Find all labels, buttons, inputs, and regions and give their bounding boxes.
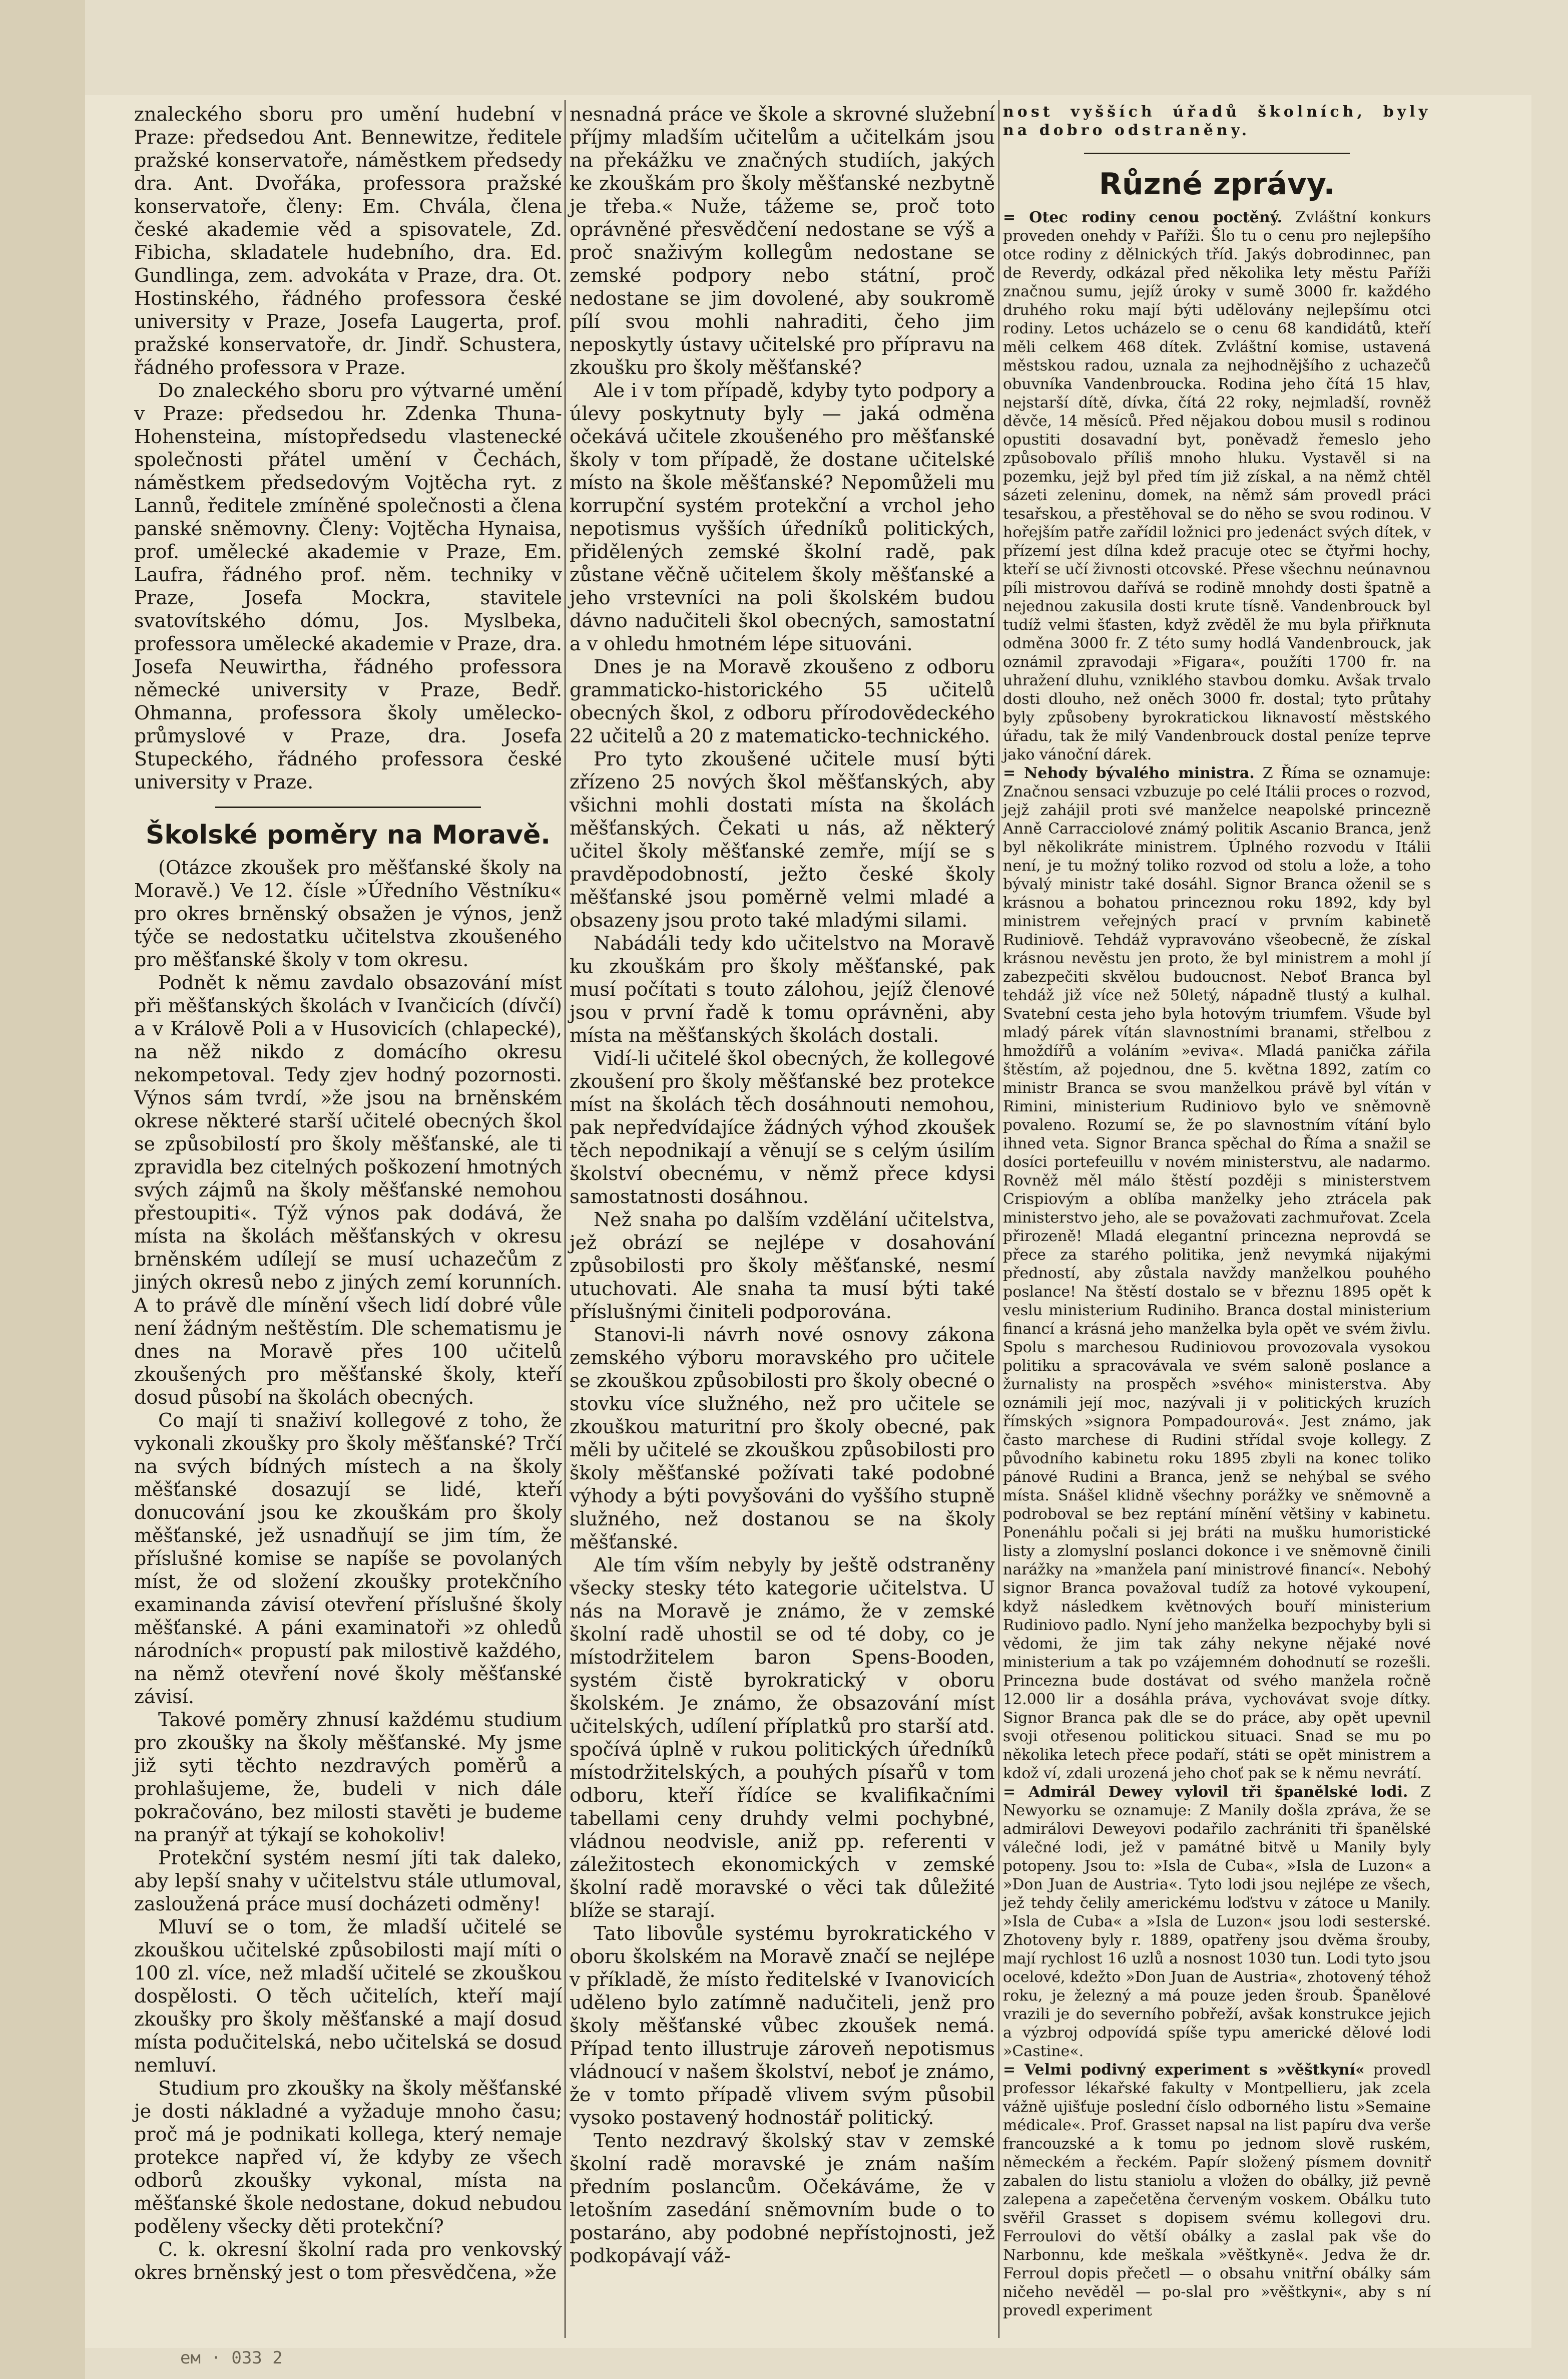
school-article-continuation: nesnadná práce ve škole a skrovné služební příjmy mladším učitelům a učitelkám jsou na překážku ve značných studiích, jakých ke zkouškám pro školy měšťanské nezbytně je třeba.« Nuže, tážeme se, proč toto oprávněné přesvědčení nedostane se výš a proč snaživým kollegům nedostane se zemské podpory nebo státní, proč nedostane se jim dovolené, aby soukromě pílí svou mohli nahraditi, čeho jim neposkytly ústavy učitelské pro přípravu na zkoušku pro školy měšťanské? (570, 103, 995, 378)
school-article-paragraph: Co mají ti snaživí kollegové z toho, že vykonali zkoušky pro školy měšťanské? Trčí na svých bídných místech a na školy měšťanské dosazují se lidé, kteří donucování jsou ke zkouškám pro školy měšťanské, jež usnadňují se jim tím, že příslušné komise se napíše se povolaných míst, že od složení zkoušky protekčního examinanda závisí otevření příslušné školy měšťanské. A páni examinatoři »z ohledů národních« propustí pak milostivě každého, na němž otevření nové školy měšťanské závisí. (134, 1409, 562, 1708)
art-jury-visual-arts: Do znaleckého sboru pro výtvarné umění v Praze: předsedou hr. Zdenka Thuna-Hohensteina, místopředsedu vlastenecké společnosti přátel umění v Čechách, náměstkem předsedovým Vojtěcha ryt. z Lannů, ředitele zmíněné společnosti a člena panské sněmovny. Členy: Vojtěcha Hynaisa, prof. umělecké akademie v Praze, Em. Laufra, řádného prof. něm. techniky v Praze, Josefa Mockra, stavitele svatovítského dómu, Jos. Myslbeka, professora umělecké akademie v Praze, dra. Josefa Neuwirtha, řádného professora německé university v Praze, Bedř. Ohmanna, professora školy umělecko-průmyslové v Praze, dra. Josefa Stupeckého, řádného professora české university v Praze. (134, 379, 562, 793)
school-article-paragraph: Studium pro zkoušky na školy měšťanské je dosti nákladné a vyžaduje mnoho času; proč má je podnikati kollega, který nemaje protekce napřed ví, že kdyby ze všech odborů zkoušky vykonal, místa na měšťanské škole nedostane, dokud nebudou poděleny všecky děti protekční? (134, 2077, 562, 2237)
column-3 (1003, 103, 1431, 2320)
school-article-paragraph: Takové poměry zhnusí každému studium pro zkoušky na školy měšťanské. My jsme již syti těchto nezdravých poměrů a prohlašujeme, že, budeli v nich dále pokračováno, bez milosti stavěti je budeme na pranýř at týkají se kohokoliv! (134, 1709, 562, 1846)
news-item-body: Z Newyorku se oznamuje: Z Manily došla zpráva, že se admirálovi Deweyovi podařilo zachrániti tři španělské válečné lodi, jež v památné bitvě u Manily byly potopeny. Jsou to: »Isla de Cuba«, »Isla de Luzon« a »Don Juan de Austria«. Tyto lodi jsou nejlépe ze všech, jež tehdy čelily americkému loďstvu v zátoce u Manily. »Isla de Cuba« a »Isla de Luzon« jsou lodi sesterské. Zhotoveny byly r. 1889, opatřeny jsou dvěma šrouby, mají rychlost 16 uzlů a nosnost 1030 tun. Lodi tyto jsou ocelové, kdežto »Don Juan de Austria«, zhotovený téhož roku, je železný a má pouze jeden šroub. Španělové vrazili je do severního pobřeží, avšak konstrukce jejich a výzbroj odpovídá spíše typu americké dělové lodi »Castine«. (1003, 1783, 1431, 2060)
school-article-paragraph: Dnes je na Moravě zkoušeno z odboru grammaticko-historického 55 učitelů obecných škol, z odboru přírodovědeckého 22 učitelů a 20 z matematicko-technického. (570, 656, 995, 747)
news-item-title: = Velmi podivný experiment s »věštkyní« (1003, 2061, 1365, 2079)
school-article-paragraph: Než snaha po dalším vzdělání učitelstva, jež obrází se nejlépe v dosahování způsobilosti pro školy měšťanské, nesmí utuchovati. Ale snaha ta musí býti také příslušnými činiteli podporována. (570, 1209, 995, 1323)
school-article-ending: nost vyšších úřadů školních, byly na dobro odstraněny. (1003, 103, 1431, 139)
section-heading-news: Různé zprávy. (1099, 167, 1335, 202)
school-article-paragraph: Tento nezdravý školský stav v zemské školní radě moravské je znám naším předním poslancům. Očekáváme, že v letošním zasedání sněmovním bude o to postaráno, aby podobné nepřístojnosti, jež podkopávají váž- (570, 2130, 995, 2267)
column-2 (570, 103, 995, 2267)
news-item-body: provedl professor lékařské fakulty v Montpellieru, jak zcela vážně ujišťuje poslední číslo odborného listu »Semaine médicale«. Prof. Grasset napsal na list papíru dva verše francouzské a k tomu po jednom slově ruském, německém a řeckém. Papír složený písmem dovnitř zabalen do listu staniolu a vložen do obálky, již pevně zalepena a zapečetěna červeným voskem. Obálku tuto svěřil Grasset s dopisem svému kollegovi dru. Ferroulovi do větší obálky a zaslal pak vše do Narbonnu, kde meškala »věštkyně«. Jedva že dr. Ferroul dopis přečetl — o obsahu vnitřní obálky sám ničeho nevěděl — po-slal pro »věštkyni«, aby s ní provedl experiment (1003, 2061, 1431, 2319)
page-edge (0, 0, 85, 2379)
news-item-title: = Admirál Dewey vylovil tři španělské lodi. (1003, 1783, 1408, 1801)
school-article-paragraph: Protekční systém nesmí jíti tak daleko, aby lepší snahy v učitelstvu stále utlumoval, zasloužená práce musí docházeti odměny! (134, 1847, 562, 1915)
school-article-paragraph: Vidí-li učitelé škol obecných, že kollegové zkoušení pro školy měšťanské bez protekce míst na školách těch dosáhnouti nemohou, pak nepředvídajíce žádných výhod zkoušek těch nepodnikají a věnují se s celým úsilím školství obecnému, v němž přece kdysi samostatnosti dosáhnou. (570, 1047, 995, 1208)
school-article-intro: (Otázce zkoušek pro měšťanské školy na Moravě.) Ve 12. čísle »Úředního Věstníku« pro okres brněnský obsažen je výnos, jenž týče se nedostatku učitelstva zkoušeného pro měšťanské školy v tom okresu. (134, 857, 562, 971)
article-separator (215, 807, 480, 808)
school-article-paragraph: Ale tím vším nebyly by ještě odstraněny všecky stesky této kategorie učitelstva. U nás na Moravě je známo, že v zemské školní radě uhostil se od té doby, co je místodržitelem baron Spens-Booden, systém čistě byrokratický v oboru školském. Je známo, že obsazování míst učitelských, udílení příplatků pro starší atd. spočívá úplně v rukou politických úředníků místodržitelských, a pouhých písařů v tom odboru, kteří řídíce se kvalifikačními tabellami ceny druhdy velmi pochybné, vládnou neodvisle, aniž pp. referenti v záležitostech ekonomických v zemské školní radě moravské o věci tak důležité blíže se starají. (570, 1554, 995, 1921)
column-rule-right (998, 100, 999, 2338)
school-article-paragraph: Podnět k němu zavdalo obsazování míst při měšťanských školách v Ivančicích (dívčí) a v Králově Poli a v Husovicích (chlapecké), na něž nikdo z domácího okresu nekompetoval. Tedy zjev hodný pozornosti. Výnos sám tvrdí, »že jsou na brněnském okrese některé starší učitelé obecných škol se způsobilostí pro školy měšťanské, ale ti zpravidla bez citelných poškození hmotných svých zájmů na školy měšťanské nemohou přestoupiti«. Týž výnos pak dodává, že místa na školách měšťanských v okresu brněnském udílejí se musí uchazečům z jiných okresů nebo z jiných zemí korunních. A to právě dle mínění všech lidí dobré vůle není žádným neštěstím. Dle schematismu je dnes na Moravě přes 100 učitelů zkoušených pro měšťanské školy, kteří dosud působí na školách obecných. (134, 972, 562, 1408)
column-rule-left (565, 100, 566, 2338)
art-jury-continuation: znaleckého sboru pro umění hudební v Praze: předsedou Ant. Bennewitze, ředitele pražské konservatoře, náměstkem předsedy dra. Ant. Dvořáka, professora pražské konservatoře, členy: Em. Chvála, člena české akademie věd a spisovatele, Zd. Fibicha, skladatele hudebního, dra. Ed. Gundlinga, zem. advokáta v Praze, dra. Ot. Hostinského, řádného professora české university v Praze, Josefa Laugerta, prof. pražské konservatoře, dr. Jindř. Schustera, řádného professora v Praze. (134, 103, 562, 378)
page-footer-mark: ем · 033 2 (180, 2348, 283, 2368)
article-separator (1084, 153, 1349, 154)
news-item-title: = Nehody bývalého ministra. (1003, 764, 1255, 782)
school-article-paragraph: Ale i v tom případě, kdyby tyto podpory a úlevy poskytnuty byly — jaká odměna očekává učitele zkoušeného pro měšťanské školy v tom případě, že dostane učitelské místo na škole měšťanské? Nepomůželi mu korrupční systém protekční a vrchol jeho nepotismus vyšších úředníků politických, přidělených zemské školní radě, pak zůstane věčně učitelem školy měšťanské a jeho vrstevníci na poli školském budou dávno nadučiteli škol obecných, samostatní a v ohledu hmotném lépe situováni. (570, 379, 995, 655)
news-item-body: Z Říma se oznamuje: Značnou sensaci vzbuzuje po celé Itálii proces o rozvod, jejž zahájil proti své manželce neapolské princezně Anně Carracciolové známý politik Ascanio Branca, jenž byl několikráte ministrem. Úplného rozvodu v Itálii není, je tu možný toliko rozvod od stolu a lože, a toho bývalý ministr také dosáhl. Signor Branca oženil se s krásnou a bohatou princeznou roku 1892, kdy byl ministrem veřejných prací v prvním kabinetě Rudiniově. Tehdáž vypravováno všeobecně, že získal krásnou nevěstu jen proto, že byl ministrem a mohl jí zabezpečiti skvělou budoucnost. Neboť Branca byl tehdáž již více než 50letý, nápadně tlustý a kulhal. Svatební cesta jeho byla hotovým triumfem. Všude byl mladý párek vítán slavnostními branami, střelbou z hmoždířů a voláním »eviva«. Mladá panička zářila štěstím, až pojednou, dne 5. května 1892, zatím co ministr Branca se svou manželkou právě byl vítán v Rimini, ministerium Rudiniovo bylo ve sněmovně povaleno. Rozumí se, že po slavnostním vítání bylo ihned veta. Signor Branca spěchal do Říma a snažil se dosíci portefeuillu v novém ministerstvu, ale nadarmo. Rovněž měl málo štěstí později s ministerstvem Crispiovým a oblíba manželky jeho ztrácela pak ministerstvo jeho, ale se považovati zachmuřovat. Zcela přirozeně! Mladá elegantní princezna neprovdá se přece za starého politika, jenž nevymká nijakými předností, aby zůstala navždy manželkou pouhého poslance! Na štěstí dostalo se v březnu 1895 opět k veslu ministerium Rudiniho. Branca dostal ministerium financí a krásná jeho manželka byla opět ve svém živlu. Spolu s marchesou Rudiniovou provozovala vysokou politiku a spracovávala ve svém saloně poslance a žurnalisty na prospěch »svého« ministerstva. Aby oznámili její moc, nazývali ji v politických kruzích římských »signora Pompadourová«. Jest známo, jak často marchese di Rudini střídal svoje kollegy. Z původního kabinetu roku 1895 zbyli na konec toliko pánové Rudini a Branca, jenž se nehýbal se svého místa. Snášel klidně všechny porážky ve sněmovně a podroboval se bez reptání mínění většiny v kabinetu. Ponenáhlu počali si jej bráti na mušku humoristické listy a zlomyslní poslanci dokonce i ve sněmovně činili narážky na »manžela paní ministrové financí«. Nebohý signor Branca považoval tudíž za hotové vykoupení, když následkem květnových bouří ministerium Rudiniovo padlo. Nyní jeho manželka bezpochyby byli si vědomi, že jim tak záhy nekyne nějaké nové ministerium a tak po vzájemném dohodnutí se rozešli. Princezna bude dostávat od svého manžela ročně 12.000 lir a dosáhla práva, vychovávat svoje dítky. Signor Branca pak dle se do práce, aby opět upevnil svoji otřesenou politickou situaci. Snad se mu po několika letech přece podaří, státi se opět ministrem a kdož ví, zdali urozená jeho choť pak se k němu nevrátí. (1003, 764, 1431, 1782)
news-item-body: Zvláštní konkurs proveden onehdy v Paříži. Šlo tu o cenu pro nejlepšího otce rodiny z dělnických tříd. Jakýs dobrodinnec, pan de Reverdy, odkázal před několika lety městu Paříži značnou sumu, jejíž úroky v sumě 3000 fr. každého druhého roku mají býti udělovány nejlepšímu otci rodiny. Letos ucházelo se o cenu 68 kandidátů, kteří měli celkem 468 dítek. Zvláštní komise, ustavená městskou radou, uznala za nejhodnějšího z uchazečů obuvníka Vandenbroucka. Rodina jeho čítá 15 hlav, nejstarší dítě, dívka, čítá 22 roky, nejmladší, rovněž děvče, 14 měsíců. Před nějakou dobou musil s rodinou opustiti dosavadní byt, poněvadž řemeslo jeho způsobovalo příliš mnoho hluku. Vystavěl si na pozemku, jejž byl před tím již získal, a na němž chtěl sázeti zeleninu, domek, na němž sám provedl práci tesařskou, a přestěhoval se do něho se svou rodinou. V hořejším patře zařídil ložnici pro jedenáct svých dítek, v přízemí jest dílna kdež pracuje otec se čtyřmi hochy, kteří se učí živnosti otcovské. Přese všechnu neúnavnou píli mistrovou dařívá se rodině mnohdy dosti špatně a nejednou zakusila dosti krute tísně. Vandenbrouck byl tudíž velmi šťasten, když zvěděl že mu byla přiřknuta odměna 3000 fr. Z této sumy hodlá Vandenbrouck, jak oznámil zpravodaji »Figara«, použíti 1700 fr. na uhražení dluhu, vzniklého stavbou domku. Avšak trvalo dosti dlouho, než oněch 3000 fr. dostal; tyto průtahy byly způsobeny byrokratickou liknavostí městského úřadu, tak že milý Vandenbrouck dostal peníze teprve jako vánoční dárek. (1003, 209, 1431, 763)
news-item-title: = Otec rodiny cenou poctěný. (1003, 209, 1283, 226)
column-1 (134, 103, 562, 2284)
school-article-paragraph: Nabádáli tedy kdo učitelstvo na Moravě ku zkouškám pro školy měšťanské, pak musí počítati s touto zálohou, jejíž členové jsou v první řadě k tomu oprávněni, aby místa na měšťanských školách dostali. (570, 932, 995, 1046)
school-article-paragraph: Stanovi-li návrh nové osnovy zákona zemského výboru moravského pro učitele se zkouškou způsobilosti pro školy obecné o stovku více služného, než pro učitele se zkouškou maturitní pro školy obecné, pak měli by učitelé se zkouškou způsobilosti pro školy měšťanské požívati také podobné výhody a býti povyšováni do vyššího stupně služného, než dostanou se na školy měšťanské. (570, 1324, 995, 1553)
section-heading-school-moravia: Školské poměry na Moravě. (145, 820, 551, 850)
school-article-paragraph: Tato libovůle systému byrokratického v oboru školském na Moravě značí se nejlépe v příkladě, že místo ředitelské v Ivanovicích uděleno bylo zatímně nadučiteli, jenž pro školy měšťanské vůbec zkoušek nemá. Případ tento illustruje zároveň nepotismus vládnoucí v našem školství, neboť je známo, že v tomto případě vlivem svým působil vysoko postavený hodnostář politický. (570, 1922, 995, 2129)
school-article-paragraph: Mluví se o tom, že mladší učitelé se zkouškou učitelské způsobilosti mají míti o 100 zl. více, než mladší učitelé se zkouškou dospělosti. O těch učitelích, kteří mají zkoušky pro školy měšťanské a mají dosud místa podučitelská, nebo učitelská se dosud nemluví. (134, 1916, 562, 2076)
school-article-paragraph: Pro tyto zkoušené učitele musí býti zřízeno 25 nových škol měšťanských, aby všichni mohli dostati místa na školách měšťanských. Čekati u nás, až některý učitel školy měšťanské zemře, míjí se s pravděpodobností, ježto české školy měšťanské jsou poměrně velmi mladé a obsazeny jsou proto také mladými silami. (570, 748, 995, 931)
school-article-paragraph: C. k. okresní školní rada pro venkovský okres brněnský jest o tom přesvědčena, »že (134, 2238, 562, 2283)
